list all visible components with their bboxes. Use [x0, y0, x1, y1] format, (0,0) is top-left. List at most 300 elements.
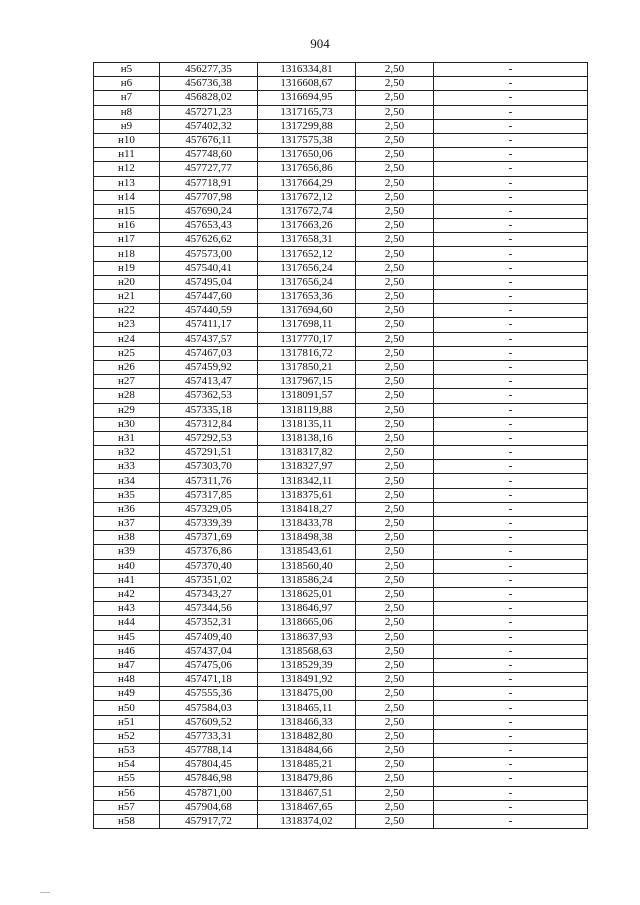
y-coordinate-cell: 1317850,21 [258, 360, 356, 374]
point-id-cell: н11 [94, 148, 160, 162]
note-cell: - [434, 105, 588, 119]
point-id-cell: н39 [94, 545, 160, 559]
error-cell: 2,50 [356, 77, 434, 91]
y-coordinate-cell: 1317165,73 [258, 105, 356, 119]
point-id-cell: н47 [94, 658, 160, 672]
table-row [94, 545, 588, 559]
scan-artifact [40, 892, 50, 893]
error-cell: 2,50 [356, 602, 434, 616]
y-coordinate-cell: 1317967,15 [258, 375, 356, 389]
x-coordinate-cell: 457733,31 [160, 729, 258, 743]
error-cell: 2,50 [356, 119, 434, 133]
note-cell: - [434, 701, 588, 715]
note-cell: - [434, 630, 588, 644]
table-row [94, 162, 588, 176]
error-cell: 2,50 [356, 474, 434, 488]
table-row [94, 587, 588, 601]
x-coordinate-cell: 457437,04 [160, 644, 258, 658]
note-cell: - [434, 559, 588, 573]
y-coordinate-cell: 1318646,97 [258, 602, 356, 616]
error-cell: 2,50 [356, 701, 434, 715]
y-coordinate-cell: 1317652,12 [258, 247, 356, 261]
table-row [94, 105, 588, 119]
x-coordinate-cell: 457626,62 [160, 233, 258, 247]
error-cell: 2,50 [356, 772, 434, 786]
point-id-cell: н52 [94, 729, 160, 743]
note-cell: - [434, 744, 588, 758]
x-coordinate-cell: 457459,92 [160, 360, 258, 374]
note-cell: - [434, 587, 588, 601]
point-id-cell: н13 [94, 176, 160, 190]
y-coordinate-cell: 1318560,40 [258, 559, 356, 573]
note-cell: - [434, 758, 588, 772]
error-cell: 2,50 [356, 403, 434, 417]
table-row [94, 261, 588, 275]
note-cell: - [434, 190, 588, 204]
table-row [94, 247, 588, 261]
note-cell: - [434, 800, 588, 814]
note-cell: - [434, 644, 588, 658]
table-row [94, 275, 588, 289]
error-cell: 2,50 [356, 517, 434, 531]
table-row [94, 758, 588, 772]
y-coordinate-cell: 1318543,61 [258, 545, 356, 559]
note-cell: - [434, 673, 588, 687]
y-coordinate-cell: 1318482,80 [258, 729, 356, 743]
point-id-cell: н35 [94, 488, 160, 502]
table-row [94, 630, 588, 644]
table-row [94, 474, 588, 488]
table-row [94, 403, 588, 417]
point-id-cell: н36 [94, 502, 160, 516]
note-cell: - [434, 573, 588, 587]
x-coordinate-cell: 457413,47 [160, 375, 258, 389]
y-coordinate-cell: 1316694,95 [258, 91, 356, 105]
error-cell: 2,50 [356, 814, 434, 828]
y-coordinate-cell: 1318342,11 [258, 474, 356, 488]
note-cell: - [434, 403, 588, 417]
note-cell: - [434, 63, 588, 77]
table-row [94, 446, 588, 460]
note-cell: - [434, 360, 588, 374]
x-coordinate-cell: 457917,72 [160, 814, 258, 828]
y-coordinate-cell: 1318433,78 [258, 517, 356, 531]
y-coordinate-cell: 1317770,17 [258, 332, 356, 346]
point-id-cell: н9 [94, 119, 160, 133]
y-coordinate-cell: 1317663,26 [258, 219, 356, 233]
error-cell: 2,50 [356, 744, 434, 758]
y-coordinate-cell: 1317575,38 [258, 133, 356, 147]
note-cell: - [434, 545, 588, 559]
x-coordinate-cell: 457362,53 [160, 389, 258, 403]
error-cell: 2,50 [356, 190, 434, 204]
table-row [94, 360, 588, 374]
table-row [94, 190, 588, 204]
table-row [94, 786, 588, 800]
note-cell: - [434, 204, 588, 218]
point-id-cell: н41 [94, 573, 160, 587]
point-id-cell: н12 [94, 162, 160, 176]
x-coordinate-cell: 457804,45 [160, 758, 258, 772]
x-coordinate-cell: 457467,03 [160, 346, 258, 360]
error-cell: 2,50 [356, 673, 434, 687]
point-id-cell: н51 [94, 715, 160, 729]
point-id-cell: н22 [94, 304, 160, 318]
point-id-cell: н40 [94, 559, 160, 573]
y-coordinate-cell: 1318374,02 [258, 814, 356, 828]
x-coordinate-cell: 457376,86 [160, 545, 258, 559]
note-cell: - [434, 772, 588, 786]
error-cell: 2,50 [356, 261, 434, 275]
error-cell: 2,50 [356, 446, 434, 460]
y-coordinate-cell: 1318091,57 [258, 389, 356, 403]
x-coordinate-cell: 457312,84 [160, 417, 258, 431]
point-id-cell: н30 [94, 417, 160, 431]
x-coordinate-cell: 457402,32 [160, 119, 258, 133]
x-coordinate-cell: 457653,43 [160, 219, 258, 233]
error-cell: 2,50 [356, 729, 434, 743]
x-coordinate-cell: 457292,53 [160, 431, 258, 445]
x-coordinate-cell: 457370,40 [160, 559, 258, 573]
note-cell: - [434, 332, 588, 346]
error-cell: 2,50 [356, 587, 434, 601]
x-coordinate-cell: 457471,18 [160, 673, 258, 687]
note-cell: - [434, 219, 588, 233]
error-cell: 2,50 [356, 658, 434, 672]
note-cell: - [434, 77, 588, 91]
table-row [94, 233, 588, 247]
table-row [94, 431, 588, 445]
note-cell: - [434, 658, 588, 672]
point-id-cell: н46 [94, 644, 160, 658]
error-cell: 2,50 [356, 616, 434, 630]
error-cell: 2,50 [356, 545, 434, 559]
point-id-cell: н57 [94, 800, 160, 814]
error-cell: 2,50 [356, 233, 434, 247]
y-coordinate-cell: 1317698,11 [258, 318, 356, 332]
note-cell: - [434, 148, 588, 162]
y-coordinate-cell: 1317656,24 [258, 261, 356, 275]
x-coordinate-cell: 457371,69 [160, 531, 258, 545]
x-coordinate-cell: 457573,00 [160, 247, 258, 261]
x-coordinate-cell: 457707,98 [160, 190, 258, 204]
error-cell: 2,50 [356, 630, 434, 644]
x-coordinate-cell: 456277,35 [160, 63, 258, 77]
note-cell: - [434, 346, 588, 360]
y-coordinate-cell: 1318586,24 [258, 573, 356, 587]
error-cell: 2,50 [356, 460, 434, 474]
y-coordinate-cell: 1318625,01 [258, 587, 356, 601]
x-coordinate-cell: 457447,60 [160, 290, 258, 304]
point-id-cell: н6 [94, 77, 160, 91]
error-cell: 2,50 [356, 148, 434, 162]
point-id-cell: н37 [94, 517, 160, 531]
y-coordinate-cell: 1317650,06 [258, 148, 356, 162]
error-cell: 2,50 [356, 176, 434, 190]
table-row [94, 701, 588, 715]
error-cell: 2,50 [356, 204, 434, 218]
table-row [94, 531, 588, 545]
x-coordinate-cell: 457311,76 [160, 474, 258, 488]
point-id-cell: н43 [94, 602, 160, 616]
y-coordinate-cell: 1318479,86 [258, 772, 356, 786]
note-cell: - [434, 687, 588, 701]
table-row [94, 389, 588, 403]
table-row [94, 176, 588, 190]
x-coordinate-cell: 457409,40 [160, 630, 258, 644]
note-cell: - [434, 247, 588, 261]
table-row [94, 644, 588, 658]
point-id-cell: н38 [94, 531, 160, 545]
point-id-cell: н48 [94, 673, 160, 687]
x-coordinate-cell: 457727,77 [160, 162, 258, 176]
note-cell: - [434, 502, 588, 516]
x-coordinate-cell: 457339,39 [160, 517, 258, 531]
table-row [94, 148, 588, 162]
y-coordinate-cell: 1318375,61 [258, 488, 356, 502]
x-coordinate-cell: 457718,91 [160, 176, 258, 190]
point-id-cell: н21 [94, 290, 160, 304]
note-cell: - [434, 290, 588, 304]
y-coordinate-cell: 1318485,21 [258, 758, 356, 772]
point-id-cell: н14 [94, 190, 160, 204]
note-cell: - [434, 531, 588, 545]
note-cell: - [434, 275, 588, 289]
y-coordinate-cell: 1318119,88 [258, 403, 356, 417]
error-cell: 2,50 [356, 91, 434, 105]
point-id-cell: н5 [94, 63, 160, 77]
x-coordinate-cell: 457609,52 [160, 715, 258, 729]
error-cell: 2,50 [356, 375, 434, 389]
coordinates-table [93, 62, 588, 829]
error-cell: 2,50 [356, 332, 434, 346]
y-coordinate-cell: 1318418,27 [258, 502, 356, 516]
point-id-cell: н34 [94, 474, 160, 488]
y-coordinate-cell: 1317816,72 [258, 346, 356, 360]
x-coordinate-cell: 457317,85 [160, 488, 258, 502]
x-coordinate-cell: 457352,31 [160, 616, 258, 630]
note-cell: - [434, 446, 588, 460]
page-number: 904 [310, 36, 330, 51]
x-coordinate-cell: 457440,59 [160, 304, 258, 318]
table-row [94, 715, 588, 729]
error-cell: 2,50 [356, 559, 434, 573]
x-coordinate-cell: 457351,02 [160, 573, 258, 587]
table-row [94, 602, 588, 616]
y-coordinate-cell: 1317664,29 [258, 176, 356, 190]
x-coordinate-cell: 456736,38 [160, 77, 258, 91]
point-id-cell: н53 [94, 744, 160, 758]
y-coordinate-cell: 1318484,66 [258, 744, 356, 758]
y-coordinate-cell: 1318568,63 [258, 644, 356, 658]
point-id-cell: н20 [94, 275, 160, 289]
table-row [94, 219, 588, 233]
point-id-cell: н56 [94, 786, 160, 800]
y-coordinate-cell: 1316608,67 [258, 77, 356, 91]
point-id-cell: н24 [94, 332, 160, 346]
table-row [94, 91, 588, 105]
x-coordinate-cell: 457690,24 [160, 204, 258, 218]
point-id-cell: н10 [94, 133, 160, 147]
x-coordinate-cell: 457495,04 [160, 275, 258, 289]
point-id-cell: н49 [94, 687, 160, 701]
x-coordinate-cell: 457904,68 [160, 800, 258, 814]
error-cell: 2,50 [356, 63, 434, 77]
x-coordinate-cell: 457676,11 [160, 133, 258, 147]
note-cell: - [434, 318, 588, 332]
point-id-cell: н33 [94, 460, 160, 474]
table-row [94, 744, 588, 758]
note-cell: - [434, 474, 588, 488]
error-cell: 2,50 [356, 360, 434, 374]
x-coordinate-cell: 457846,98 [160, 772, 258, 786]
note-cell: - [434, 233, 588, 247]
table-row [94, 488, 588, 502]
table-row [94, 332, 588, 346]
note-cell: - [434, 431, 588, 445]
error-cell: 2,50 [356, 573, 434, 587]
y-coordinate-cell: 1318491,92 [258, 673, 356, 687]
error-cell: 2,50 [356, 133, 434, 147]
x-coordinate-cell: 457291,51 [160, 446, 258, 460]
note-cell: - [434, 261, 588, 275]
note-cell: - [434, 417, 588, 431]
table-row [94, 290, 588, 304]
table-row [94, 460, 588, 474]
error-cell: 2,50 [356, 275, 434, 289]
y-coordinate-cell: 1317672,12 [258, 190, 356, 204]
y-coordinate-cell: 1318135,11 [258, 417, 356, 431]
table-row [94, 573, 588, 587]
note-cell: - [434, 162, 588, 176]
y-coordinate-cell: 1318475,00 [258, 687, 356, 701]
note-cell: - [434, 176, 588, 190]
error-cell: 2,50 [356, 715, 434, 729]
y-coordinate-cell: 1317299,88 [258, 119, 356, 133]
x-coordinate-cell: 457555,36 [160, 687, 258, 701]
point-id-cell: н26 [94, 360, 160, 374]
table-row [94, 687, 588, 701]
point-id-cell: н50 [94, 701, 160, 715]
x-coordinate-cell: 457344,56 [160, 602, 258, 616]
point-id-cell: н28 [94, 389, 160, 403]
y-coordinate-cell: 1318529,39 [258, 658, 356, 672]
error-cell: 2,50 [356, 304, 434, 318]
point-id-cell: н58 [94, 814, 160, 828]
table-row [94, 559, 588, 573]
error-cell: 2,50 [356, 389, 434, 403]
table-row [94, 800, 588, 814]
note-cell: - [434, 133, 588, 147]
x-coordinate-cell: 457475,06 [160, 658, 258, 672]
point-id-cell: н18 [94, 247, 160, 261]
table-row [94, 772, 588, 786]
x-coordinate-cell: 457329,05 [160, 502, 258, 516]
x-coordinate-cell: 457584,03 [160, 701, 258, 715]
note-cell: - [434, 814, 588, 828]
x-coordinate-cell: 457411,17 [160, 318, 258, 332]
error-cell: 2,50 [356, 786, 434, 800]
point-id-cell: н7 [94, 91, 160, 105]
note-cell: - [434, 375, 588, 389]
error-cell: 2,50 [356, 162, 434, 176]
table-row [94, 729, 588, 743]
error-cell: 2,50 [356, 431, 434, 445]
error-cell: 2,50 [356, 531, 434, 545]
y-coordinate-cell: 1317653,36 [258, 290, 356, 304]
y-coordinate-cell: 1317656,24 [258, 275, 356, 289]
note-cell: - [434, 488, 588, 502]
note-cell: - [434, 304, 588, 318]
y-coordinate-cell: 1317672,74 [258, 204, 356, 218]
error-cell: 2,50 [356, 488, 434, 502]
y-coordinate-cell: 1318498,38 [258, 531, 356, 545]
error-cell: 2,50 [356, 687, 434, 701]
y-coordinate-cell: 1318327,97 [258, 460, 356, 474]
error-cell: 2,50 [356, 318, 434, 332]
x-coordinate-cell: 457540,41 [160, 261, 258, 275]
y-coordinate-cell: 1318138,16 [258, 431, 356, 445]
y-coordinate-cell: 1318467,51 [258, 786, 356, 800]
y-coordinate-cell: 1318665,06 [258, 616, 356, 630]
table-row [94, 673, 588, 687]
point-id-cell: н45 [94, 630, 160, 644]
y-coordinate-cell: 1318637,93 [258, 630, 356, 644]
x-coordinate-cell: 457437,57 [160, 332, 258, 346]
table-row [94, 133, 588, 147]
point-id-cell: н44 [94, 616, 160, 630]
error-cell: 2,50 [356, 290, 434, 304]
x-coordinate-cell: 457303,70 [160, 460, 258, 474]
coordinates-table-body [94, 63, 588, 829]
point-id-cell: н15 [94, 204, 160, 218]
table-row [94, 658, 588, 672]
y-coordinate-cell: 1317656,86 [258, 162, 356, 176]
error-cell: 2,50 [356, 800, 434, 814]
table-row [94, 63, 588, 77]
x-coordinate-cell: 457871,00 [160, 786, 258, 800]
error-cell: 2,50 [356, 417, 434, 431]
point-id-cell: н54 [94, 758, 160, 772]
x-coordinate-cell: 457748,60 [160, 148, 258, 162]
note-cell: - [434, 460, 588, 474]
table-row [94, 616, 588, 630]
table-row [94, 119, 588, 133]
point-id-cell: н19 [94, 261, 160, 275]
point-id-cell: н42 [94, 587, 160, 601]
y-coordinate-cell: 1317658,31 [258, 233, 356, 247]
x-coordinate-cell: 456828,02 [160, 91, 258, 105]
y-coordinate-cell: 1318465,11 [258, 701, 356, 715]
point-id-cell: н29 [94, 403, 160, 417]
table-row [94, 517, 588, 531]
note-cell: - [434, 786, 588, 800]
note-cell: - [434, 729, 588, 743]
note-cell: - [434, 715, 588, 729]
error-cell: 2,50 [356, 758, 434, 772]
point-id-cell: н16 [94, 219, 160, 233]
note-cell: - [434, 517, 588, 531]
point-id-cell: н25 [94, 346, 160, 360]
table-row [94, 375, 588, 389]
point-id-cell: н23 [94, 318, 160, 332]
y-coordinate-cell: 1318317,82 [258, 446, 356, 460]
point-id-cell: н32 [94, 446, 160, 460]
error-cell: 2,50 [356, 644, 434, 658]
error-cell: 2,50 [356, 502, 434, 516]
note-cell: - [434, 389, 588, 403]
y-coordinate-cell: 1318466,33 [258, 715, 356, 729]
